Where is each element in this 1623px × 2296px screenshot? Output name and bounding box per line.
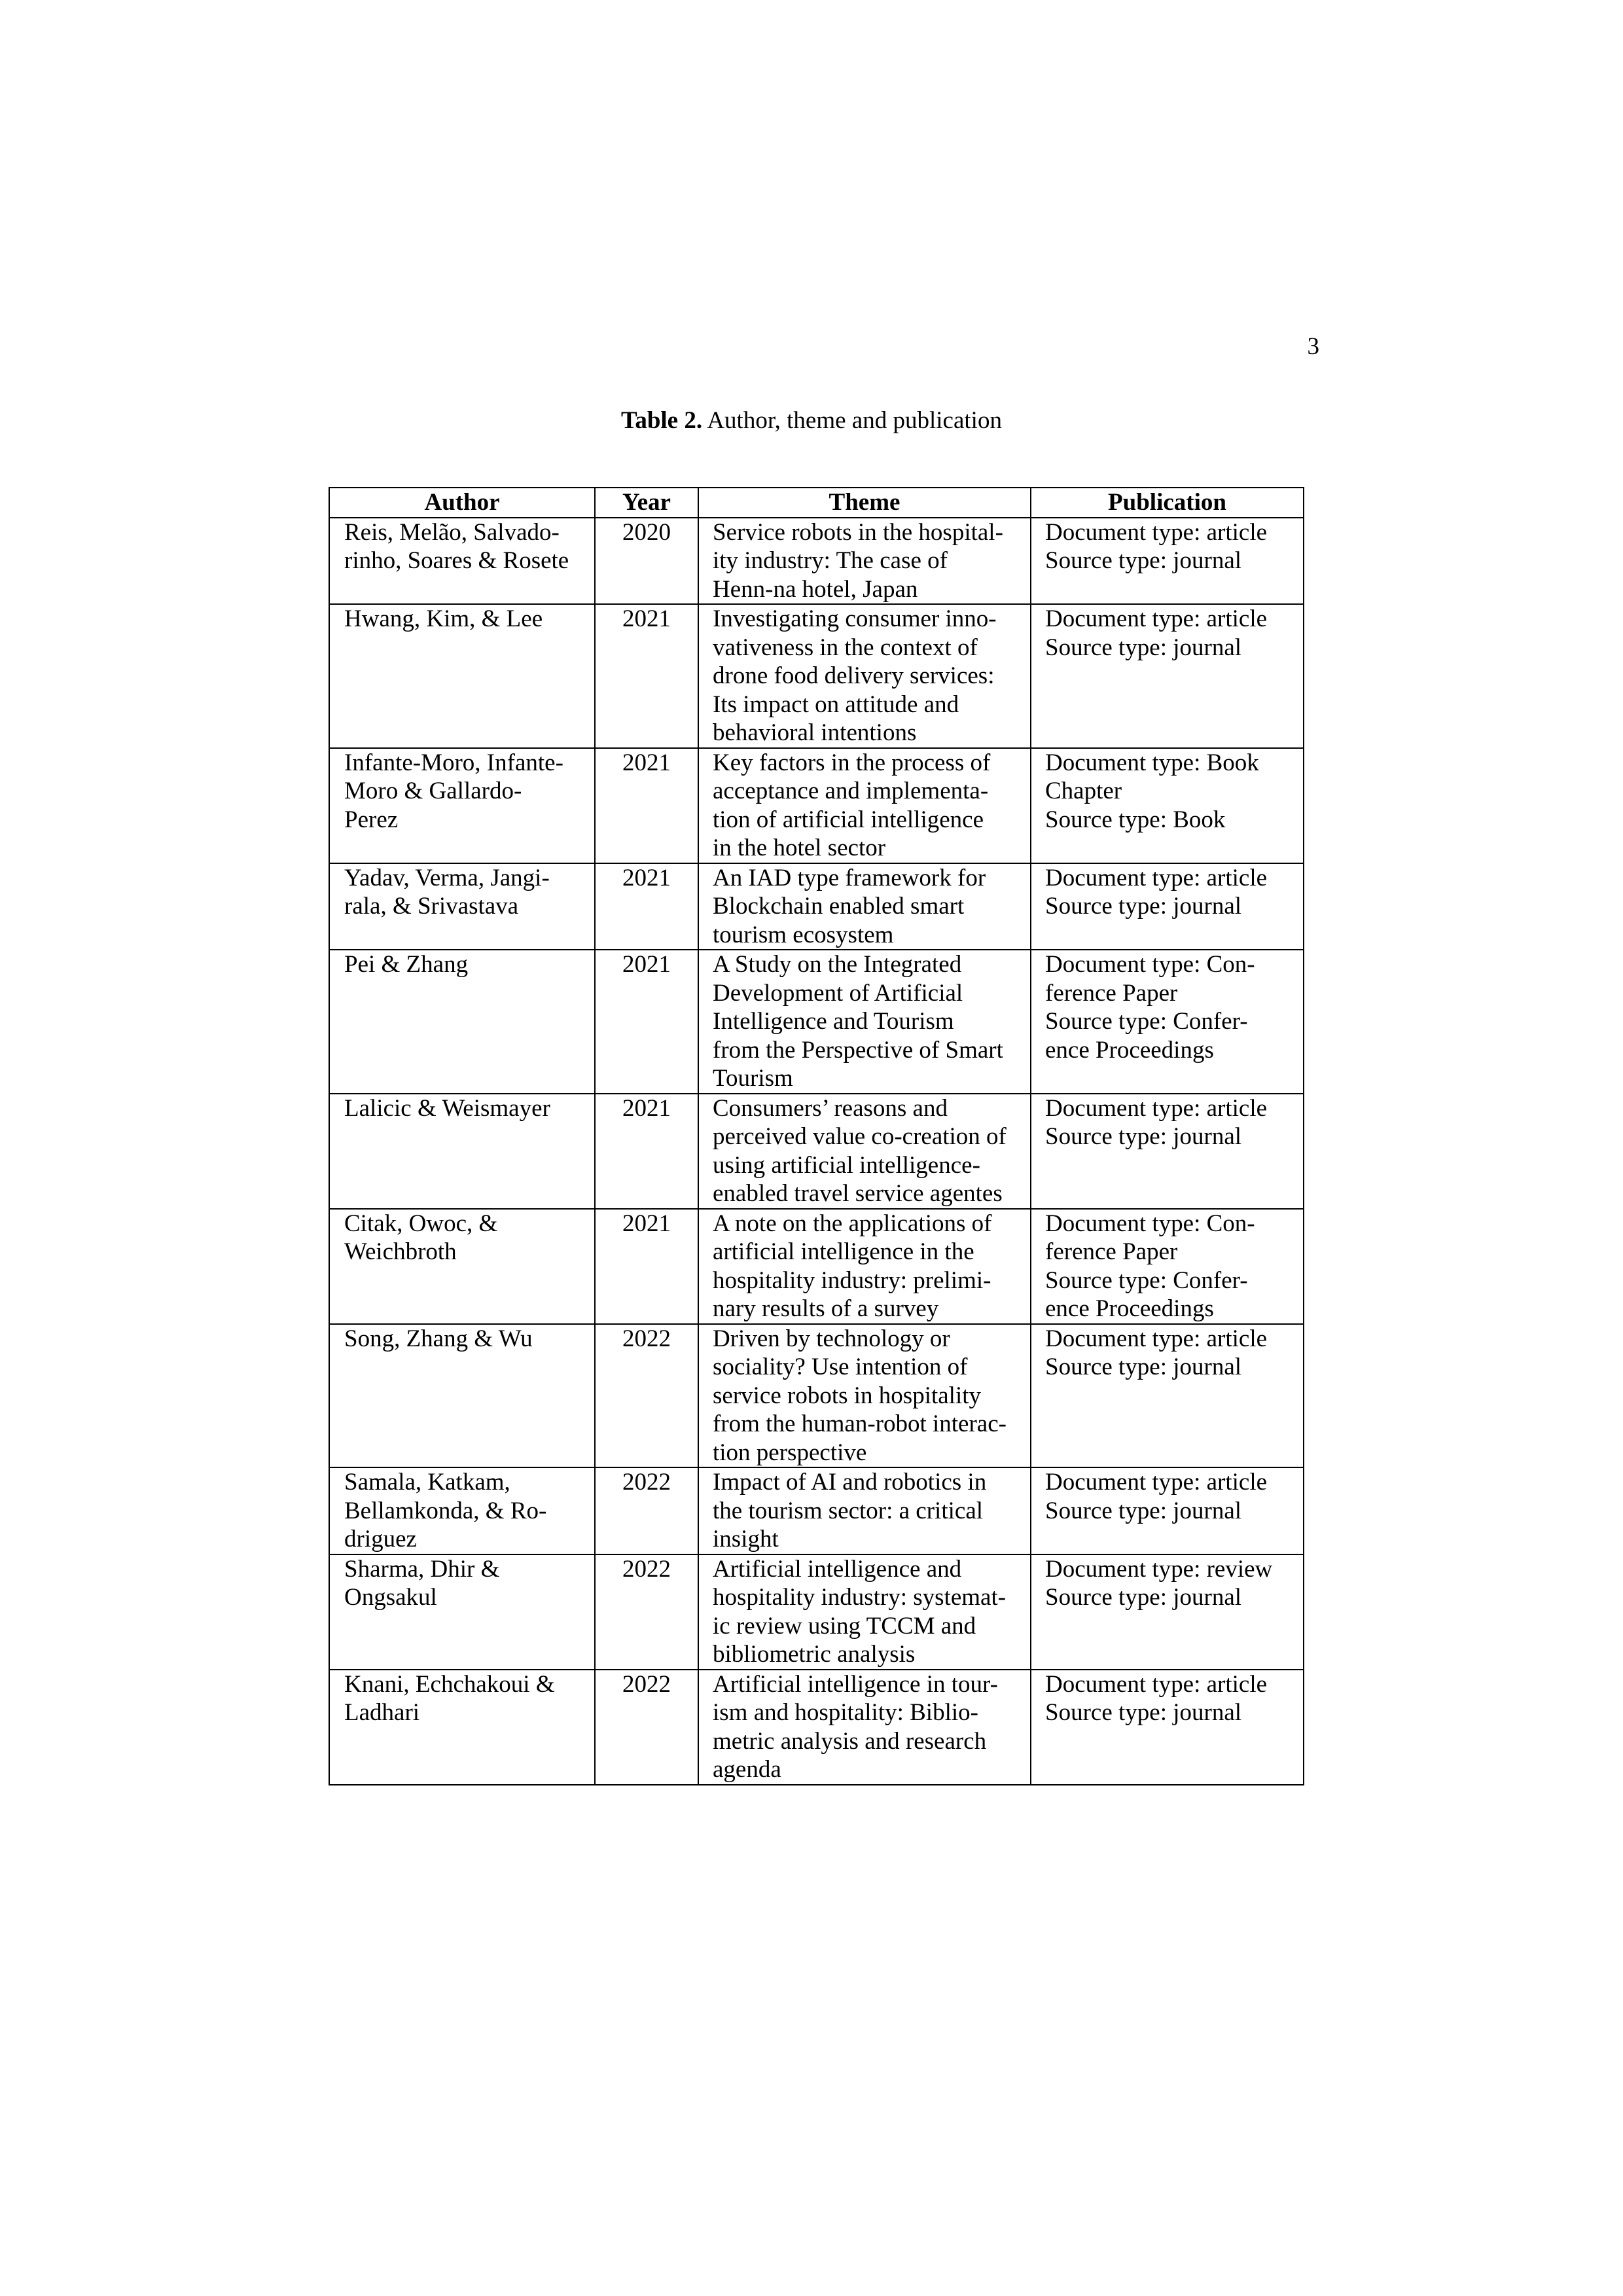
cell-author: Reis, Melão, Salvado- rinho, Soares & Rosete [329,518,595,605]
cell-publication: Document type: article Source type: journal [1031,518,1304,605]
table-row [329,748,1304,863]
cell-author: Hwang, Kim, & Lee [329,604,595,748]
cell-publication: Document type: article Source type: journal [1031,1094,1304,1209]
cell-author: Yadav, Verma, Jangi- rala, & Srivastava [329,863,595,950]
cell-theme: Consumers’ reasons and perceived value co-creation of using artificial intelligence- enabled travel service agentes [698,1094,1031,1209]
table-row [329,604,1304,748]
cell-year: 2022 [595,1670,698,1785]
table-row [329,863,1304,950]
cell-publication: Document type: article Source type: journal [1031,604,1304,748]
cell-author: Infante-Moro, Infante- Moro & Gallardo- Perez [329,748,595,863]
cell-theme: Service robots in the hospital- ity industry: The case of Henn-na hotel, Japan [698,518,1031,605]
cell-author: Citak, Owoc, & Weichbroth [329,1209,595,1324]
table-row [329,950,1304,1094]
cell-year: 2021 [595,604,698,748]
cell-theme: Investigating consumer inno- vativeness in the context of drone food delivery services: Its impact on attitude and behavioral intentions [698,604,1031,748]
cell-year: 2021 [595,748,698,863]
cell-publication: Document type: Con- ference Paper Source type: Confer- ence Proceedings [1031,1209,1304,1324]
page-number: 3 [1307,333,1319,360]
table-caption [0,404,1623,437]
cell-year: 2021 [595,1209,698,1324]
table-row [329,1209,1304,1324]
cell-publication: Document type: article Source type: journal [1031,1670,1304,1785]
cell-year: 2022 [595,1467,698,1554]
cell-publication: Document type: article Source type: journal [1031,1324,1304,1468]
cell-theme: A note on the applications of artificial intelligence in the hospitality industry: prelimi- nary results of a survey [698,1209,1031,1324]
table-row [329,1670,1304,1785]
cell-theme: Impact of AI and robotics in the tourism sector: a critical insight [698,1467,1031,1554]
cell-author: Pei & Zhang [329,950,595,1094]
table-row [329,1554,1304,1670]
cell-theme: Key factors in the process of acceptance and implementa- tion of artificial intelligence in the hotel sector [698,748,1031,863]
cell-author: Sharma, Dhir & Ongsakul [329,1554,595,1670]
cell-theme: An IAD type framework for Blockchain enabled smart tourism ecosystem [698,863,1031,950]
cell-year: 2022 [595,1324,698,1468]
cell-year: 2020 [595,518,698,605]
cell-theme: Artificial intelligence in tour- ism and hospitality: Biblio- metric analysis and research agenda [698,1670,1031,1785]
header-author: Author [329,488,595,518]
cell-publication: Document type: Con- ference Paper Source type: Confer- ence Proceedings [1031,950,1304,1094]
cell-year: 2022 [595,1554,698,1670]
header-theme: Theme [698,488,1031,518]
cell-author: Lalicic & Weismayer [329,1094,595,1209]
cell-theme: Artificial intelligence and hospitality industry: systemat- ic review using TCCM and bibliometric analysis [698,1554,1031,1670]
table-row [329,1324,1304,1468]
cell-year: 2021 [595,863,698,950]
cell-author: Knani, Echchakoui & Ladhari [329,1670,595,1785]
author-theme-publication-table [329,487,1304,1785]
table-header-row [329,488,1304,518]
cell-publication: Document type: article Source type: journal [1031,863,1304,950]
caption-label: Table 2. [621,407,703,434]
cell-author: Song, Zhang & Wu [329,1324,595,1468]
table-row [329,1467,1304,1554]
cell-publication: Document type: Book Chapter Source type: Book [1031,748,1304,863]
table-row [329,518,1304,605]
cell-theme: Driven by technology or sociality? Use intention of service robots in hospitality from the human-robot interac- tion perspective [698,1324,1031,1468]
header-publication: Publication [1031,488,1304,518]
caption-text: Author, theme and publication [707,407,1002,434]
cell-year: 2021 [595,950,698,1094]
header-year: Year [595,488,698,518]
cell-author: Samala, Katkam, Bellamkonda, & Ro- driguez [329,1467,595,1554]
table-row [329,1094,1304,1209]
cell-publication: Document type: review Source type: journal [1031,1554,1304,1670]
cell-theme: A Study on the Integrated Development of Artificial Intelligence and Tourism from the Perspective of Smart Tourism [698,950,1031,1094]
cell-year: 2021 [595,1094,698,1209]
cell-publication: Document type: article Source type: journal [1031,1467,1304,1554]
